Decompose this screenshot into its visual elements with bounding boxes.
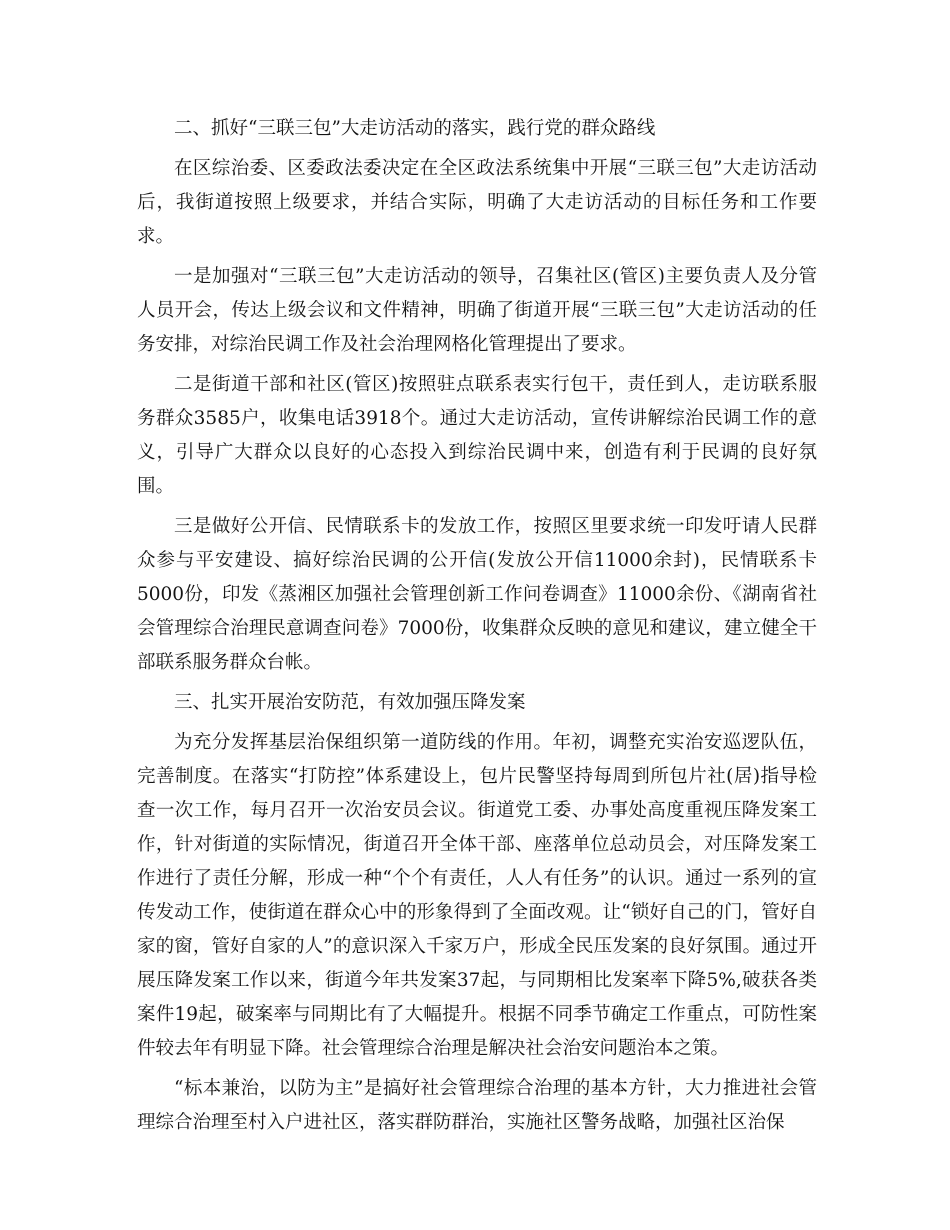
paragraph: 一是加强对“三联三包”大走访活动的领导，召集社区(管区)主要负责人及分管人员开会，传达上级会议和文件精神，明确了街道开展“三联三包”大走访活动的任务安排，对综治民调工作及社会治理网格化管理提出了要求。 <box>137 266 817 355</box>
paragraph: 在区综治委、区委政法委决定在全区政法系统集中开展“三联三包”大走访活动后，我街道按照上级要求，并结合实际，明确了大走访活动的目标任务和工作要求。 <box>137 158 817 247</box>
paragraph: “标本兼治，以防为主”是搞好社会管理综合治理的基本方针，大力推进社会管理综合治理至村入户进社区，落实群防群治，实施社区警务战略，加强社区治保 <box>137 1078 817 1133</box>
paragraph: 三是做好公开信、民情联系卡的发放工作，按照区里要求统一印发吁请人民群众参与平安建设、搞好综治民调的公开信(发放公开信11000余封)，民情联系卡5000份，印发《蒸湘区加强社会管理创新工作问卷调查》11000余份、《湖南省社会管理综合治理民意调查问卷》7000份，收集群众反映的意见和建议，建立健全干部联系服务群众台帐。 <box>137 516 817 673</box>
paragraph: 二是街道干部和社区(管区)按照驻点联系表实行包干，责任到人，走访联系服务群众3585户，收集电话3918个。通过大走访活动，宣传讲解综治民调工作的意义，引导广大群众以良好的心态投入到综治民调中来，创造有利于民调的良好氛围。 <box>137 374 817 497</box>
paragraph: 为充分发挥基层治保组织第一道防线的作用。年初，调整充实治安巡逻队伍，完善制度。在落实“打防控”体系建设上，包片民警坚持每周到所包片社(居)指导检查一次工作，每月召开一次治安员会议。街道党工委、办事处高度重视压降发案工作，针对街道的实际情况，街道召开全体干部、座落单位总动员会，对压降发案工作进行了责任分解，形成一种“个个有责任，人人有任务”的认识。通过一系列的宣传发动工作，使街道在群众心中的形象得到了全面改观。让“锁好自己的门，管好自家的窗，管好自家的人”的意识深入千家万户，形成全民压发案的良好氛围。通过开展压降发案工作以来，街道今年共发案37起，与同期相比发案率下降5%,破获各类案件19起，破案率与同期比有了大幅提升。根据不同季节确定工作重点，可防性案件较去年有明显下降。社会管理综合治理是解决社会治安问题治本之策。 <box>137 732 817 1059</box>
section-heading-two: 二、抓好“三联三包”大走访活动的落实，践行党的群众路线 <box>174 118 656 139</box>
document-body <box>137 112 817 1146</box>
section-heading-three: 三、扎实开展治安防范，有效加强压降发案 <box>174 692 526 713</box>
